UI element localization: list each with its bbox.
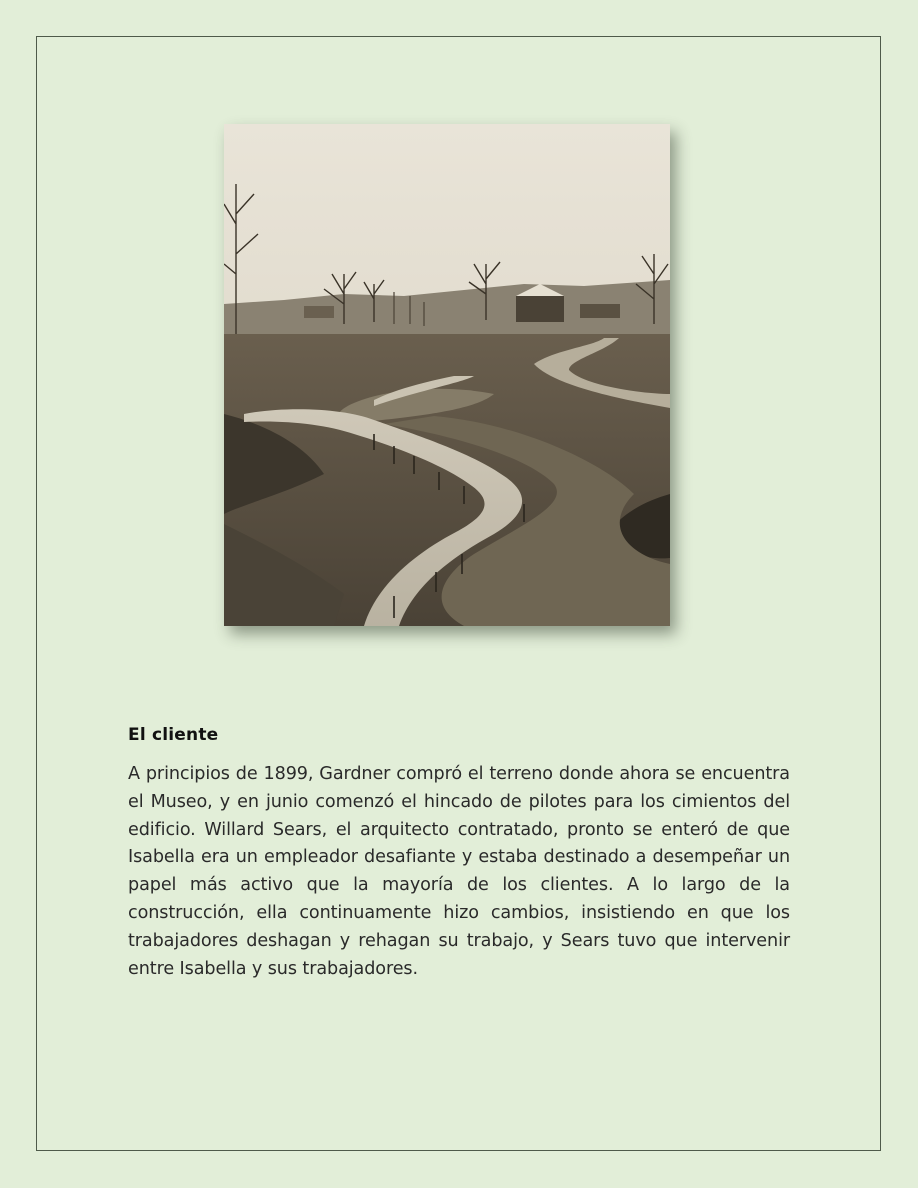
landscape-photo-image	[224, 124, 670, 626]
historic-photo	[224, 124, 670, 626]
section-heading: El cliente	[128, 725, 219, 745]
body-paragraph: A principios de 1899, Gardner compró el terreno donde ahora se encuentra el Museo, y en junio comenzó el hincado de pilotes para los cimientos del edificio. Willard Sears, el arquitecto contratado, pronto se enteró de que Isabella era un empleador desafiante y estaba destinado a desempeñar un papel más activo que la mayoría de los clientes. A lo largo de la construcción, ella continuamente hizo cambios, insistiendo en que los trabajadores deshagan y rehagan su trabajo, y Sears tuvo que intervenir entre Isabella y sus trabajadores.	[128, 764, 790, 979]
